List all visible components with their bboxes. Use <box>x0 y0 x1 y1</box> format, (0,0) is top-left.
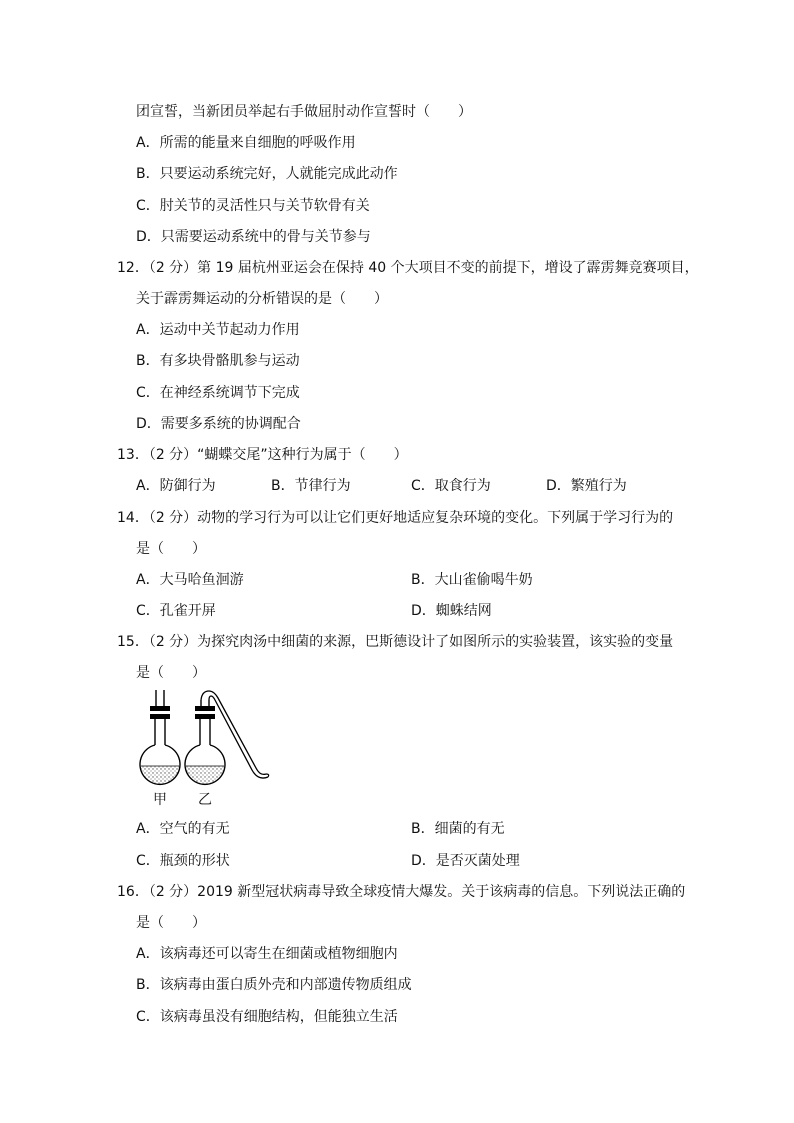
q12-option-a[interactable]: A．运动中关节起动力作用 <box>136 322 300 338</box>
q14-stem-line2: 是（ ） <box>136 541 206 557</box>
q11-option-c[interactable]: C．肘关节的灵活性只与关节软骨有关 <box>136 198 370 214</box>
q16-option-c[interactable]: C．该病毒虽没有细胞结构，但能独立生活 <box>136 1009 398 1025</box>
q13-option-b[interactable]: B．节律行为 <box>271 478 351 494</box>
q13-option-c[interactable]: C．取食行为 <box>411 478 491 494</box>
q15-stem-line2: 是（ ） <box>136 665 206 681</box>
flask-jia <box>140 690 180 786</box>
q13-option-a[interactable]: A．防御行为 <box>136 478 216 494</box>
q14-stem-line1: 14．（2 分）动物的学习行为可以让它们更好地适应复杂环境的变化。下列属于学习行为的 <box>117 510 674 526</box>
q13-option-d[interactable]: D．繁殖行为 <box>546 478 627 494</box>
q16-option-b[interactable]: B．该病毒由蛋白质外壳和内部遗传物质组成 <box>136 977 412 993</box>
q12-option-b[interactable]: B．有多块骨骼肌参与运动 <box>136 353 300 369</box>
q11-stem: 团宣誓，当新团员举起右手做屈肘动作宣誓时（ ） <box>136 104 472 120</box>
q16-option-a[interactable]: A．该病毒还可以寄生在细菌或植物细胞内 <box>136 946 398 962</box>
q15-stem-line1: 15．（2 分）为探究肉汤中细菌的来源，巴斯德设计了如图所示的实验装置，该实验的变量 <box>117 634 674 650</box>
q16-stem-line1: 16．（2 分）2019 新型冠状病毒导致全球疫情大爆发。关于该病毒的信息。下列说法正确的 <box>117 884 686 900</box>
q11-option-a[interactable]: A．所需的能量来自细胞的呼吸作用 <box>136 135 356 151</box>
q11-option-b[interactable]: B．只要运动系统完好，人就能完成此动作 <box>136 166 398 182</box>
q15-option-a[interactable]: A．空气的有无 <box>136 821 230 837</box>
q12-option-c[interactable]: C．在神经系统调节下完成 <box>136 385 300 401</box>
q13-stem: 13．（2 分）“蝴蝶交尾”这种行为属于（ ） <box>117 447 408 463</box>
q12-option-d[interactable]: D．需要多系统的协调配合 <box>136 416 301 432</box>
q16-stem-line2: 是（ ） <box>136 915 206 931</box>
q15-option-b[interactable]: B．细菌的有无 <box>411 821 505 837</box>
q12-stem-line1: 12．（2 分）第 19 届杭州亚运会在保持 40 个大项目不变的前提下，增设了霹雳舞竞赛项目， <box>117 260 699 276</box>
q14-option-b[interactable]: B．大山雀偷喝牛奶 <box>411 572 533 588</box>
q11-option-d[interactable]: D．只需要运动系统中的骨与关节参与 <box>136 229 371 245</box>
flask-label-jia: 甲 <box>153 792 167 808</box>
q14-option-d[interactable]: D．蜘蛛结网 <box>411 603 492 619</box>
pasteur-flask-figure <box>136 688 276 812</box>
q14-option-a[interactable]: A．大马哈鱼洄游 <box>136 572 244 588</box>
q15-option-d[interactable]: D．是否灭菌处理 <box>411 853 520 869</box>
q12-stem-line2: 关于霹雳舞运动的分析错误的是（ ） <box>136 291 388 307</box>
flask-yi <box>185 691 269 786</box>
q15-option-c[interactable]: C．瓶颈的形状 <box>136 853 230 869</box>
q14-option-c[interactable]: C．孔雀开屏 <box>136 603 216 619</box>
flask-label-yi: 乙 <box>198 792 212 808</box>
